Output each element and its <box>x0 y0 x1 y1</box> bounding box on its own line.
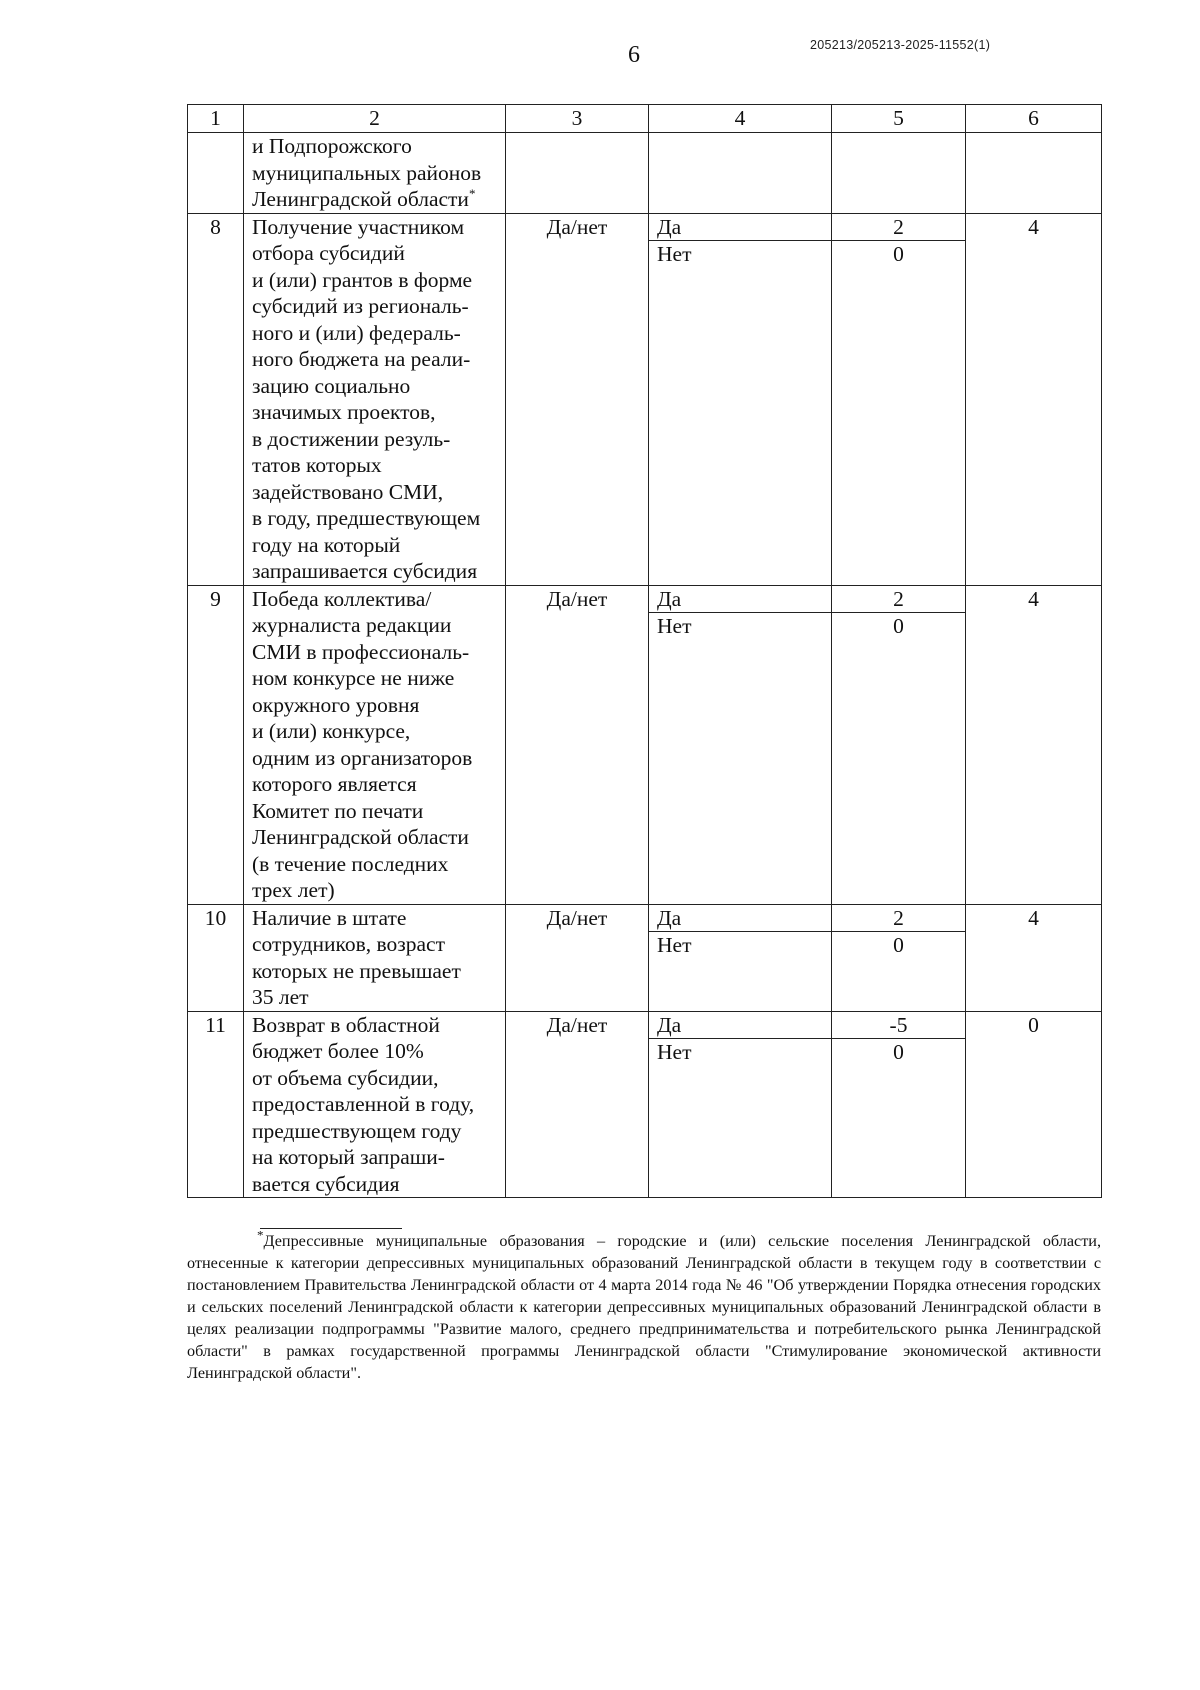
criterion-line: ном конкурсе не ниже <box>252 666 455 690</box>
criterion-line: татов которых <box>252 453 382 477</box>
option-label: Да <box>649 905 831 933</box>
points-cell <box>832 213 966 585</box>
criterion-line: Победа коллектива/ <box>252 586 432 611</box>
option-points: -5 <box>832 1012 965 1040</box>
option-cell <box>649 213 832 585</box>
points-cell <box>832 904 966 1011</box>
criterion-line: Наличие в штате <box>252 905 407 930</box>
row-number-cell: 11 <box>188 1011 244 1198</box>
criterion-line: Возврат в областной <box>252 1012 440 1037</box>
option-label: Нет <box>657 933 692 957</box>
type-cell <box>506 133 649 214</box>
criterion-line: одним из организаторов <box>252 745 473 770</box>
option-points: 2 <box>832 214 965 242</box>
criterion-cell <box>244 213 506 585</box>
footnote-marker: * <box>468 185 476 201</box>
criterion-line: и (или) грантов в форме <box>252 267 473 292</box>
criterion-cell <box>244 1011 506 1198</box>
criterion-line: (в течение последних <box>252 851 449 876</box>
criterion-line: ного бюджета на реали- <box>252 347 471 371</box>
criterion-line: в достижении резуль- <box>252 426 451 451</box>
page-number: 6 <box>628 42 640 68</box>
criterion-cell <box>244 585 506 904</box>
option-points: 0 <box>893 614 904 638</box>
option-label: Нет <box>657 242 692 266</box>
type-cell: Да/нет <box>506 1011 649 1198</box>
column-header: 5 <box>832 105 966 133</box>
criterion-line: предоставленной в году, <box>252 1092 475 1116</box>
criterion-line: журналиста редакции <box>252 613 452 637</box>
max-points-cell: 0 <box>966 1011 1102 1198</box>
footnote-divider <box>260 1228 402 1229</box>
column-header: 4 <box>649 105 832 133</box>
criterion-line: запрашивается субсидия <box>252 559 478 583</box>
criterion-line: предшествующем году <box>252 1118 462 1143</box>
column-header: 6 <box>966 105 1102 133</box>
criterion-line <box>252 186 505 213</box>
option-cell <box>649 133 832 214</box>
option-points: 0 <box>893 933 904 957</box>
column-header: 3 <box>506 105 649 133</box>
criterion-line: которых не превышает <box>252 958 461 983</box>
option-label: Да <box>649 586 831 614</box>
option-cell <box>649 1011 832 1198</box>
points-cell <box>832 133 966 214</box>
criteria-table <box>187 104 1102 1198</box>
option-cell <box>649 904 832 1011</box>
table-row <box>188 1011 1102 1198</box>
footnote <box>187 1227 1101 1384</box>
option-label: Да <box>649 1012 831 1040</box>
table-row <box>188 585 1102 904</box>
footnote-text: Депрессивные муниципальные образования – городские и (или) сельские поселения Ленинградской области, отнесенные к категории депрессивных муниципальных образований Ленинградской области в текущем году в соответствии с постановлением Правительства Ленинградской области от 4 марта 2014 года № 46 "Об утверждении Порядка отнесения городских и сельских поселений Ленинградской области к категории депрессивных муниципальных образований Ленинградской области в целях реализации подпрограммы "Развитие малого, среднего предпринимательства и потребительского рынка Ленинградской области" в рамках государственной программы Ленинградской области "Стимулирование экономической активности Ленинградской области". <box>187 1232 1101 1382</box>
option-points: 2 <box>832 586 965 614</box>
criterion-line: Ленинградской области <box>252 825 469 849</box>
criterion-line: значимых проектов, <box>252 400 436 424</box>
criterion-line: ного и (или) федераль- <box>252 320 461 345</box>
criterion-line: году на который <box>252 532 401 557</box>
continuation-row <box>188 133 1102 214</box>
row-number-cell: 10 <box>188 904 244 1011</box>
criterion-line: отбора субсидий <box>252 241 405 265</box>
option-label: Нет <box>657 1040 692 1064</box>
criterion-line: 35 лет <box>252 985 309 1009</box>
option-points: 0 <box>893 242 904 266</box>
criterion-line: вается субсидия <box>252 1171 400 1196</box>
option-points: 2 <box>832 905 965 933</box>
criterion-line: Получение участником <box>252 214 465 239</box>
criterion-line: муниципальных районов <box>252 160 482 185</box>
points-cell <box>832 585 966 904</box>
row-number-cell: 9 <box>188 585 244 904</box>
header-row <box>188 105 1102 133</box>
max-points-cell: 4 <box>966 904 1102 1011</box>
criterion-line: сотрудников, возраст <box>252 932 445 956</box>
criterion-cell <box>244 133 506 214</box>
criterion-line: на который запраши- <box>252 1145 445 1169</box>
type-cell: Да/нет <box>506 904 649 1011</box>
criterion-line: и (или) конкурсе, <box>252 719 411 743</box>
column-header: 1 <box>188 105 244 133</box>
document-id: 205213/205213-2025-11552(1) <box>810 38 991 52</box>
criteria-table-body <box>188 105 1102 1198</box>
criterion-cell <box>244 904 506 1011</box>
column-header: 2 <box>244 105 506 133</box>
criterion-line: зацию социально <box>252 373 411 398</box>
criterion-line: задействовано СМИ, <box>252 479 444 504</box>
criterion-line-text: Ленинградской области <box>252 187 469 211</box>
type-cell: Да/нет <box>506 585 649 904</box>
row-number-cell: 8 <box>188 213 244 585</box>
option-points: 0 <box>893 1040 904 1064</box>
criterion-line: от объема субсидии, <box>252 1065 439 1090</box>
row-number-cell <box>188 133 244 214</box>
criterion-line: трех лет) <box>252 878 335 902</box>
criterion-line: бюджет более 10% <box>252 1039 424 1063</box>
table-row <box>188 904 1102 1011</box>
footnote-marker: * <box>257 1227 264 1243</box>
max-points-cell <box>966 133 1102 214</box>
points-cell <box>832 1011 966 1198</box>
criterion-line: СМИ в профессиональ- <box>252 639 470 664</box>
table-row <box>188 213 1102 585</box>
criterion-line: Комитет по печати <box>252 798 424 823</box>
option-cell <box>649 585 832 904</box>
criterion-line: которого является <box>252 772 417 796</box>
criterion-line: субсидий из региональ- <box>252 294 469 318</box>
criterion-line: и Подпорожского <box>252 134 412 158</box>
type-cell: Да/нет <box>506 213 649 585</box>
max-points-cell: 4 <box>966 213 1102 585</box>
option-label: Нет <box>657 614 692 638</box>
option-label: Да <box>649 214 831 242</box>
criterion-line: окружного уровня <box>252 692 420 717</box>
criterion-line: в году, предшествующем <box>252 506 481 530</box>
max-points-cell: 4 <box>966 585 1102 904</box>
